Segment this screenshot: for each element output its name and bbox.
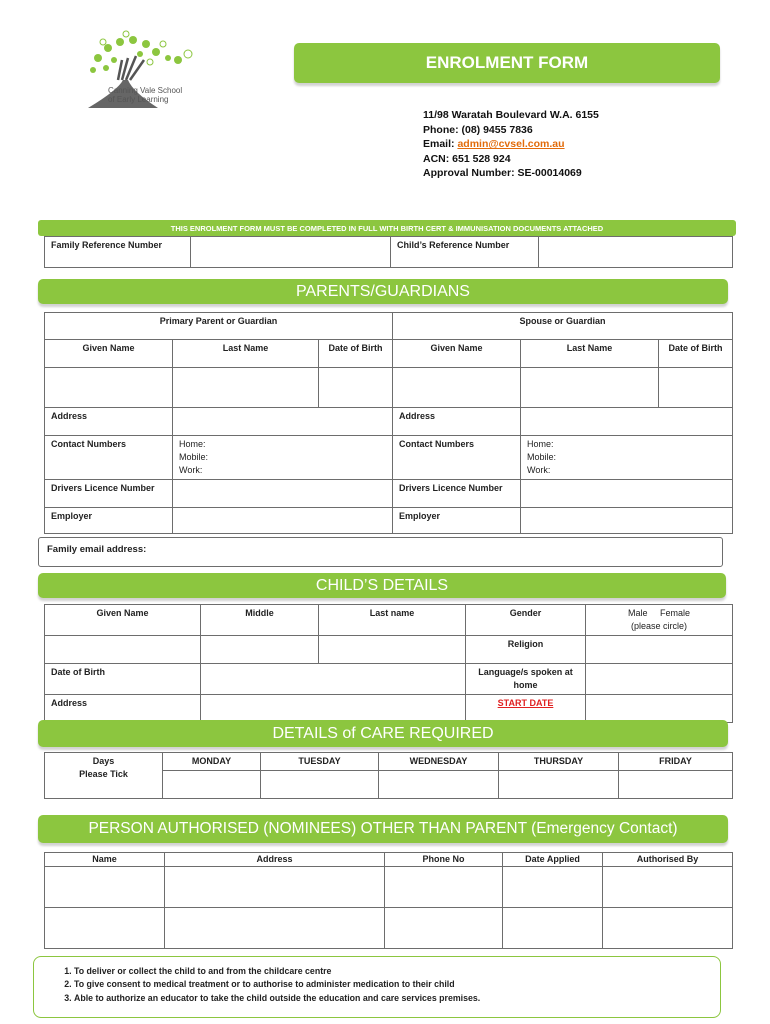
primary-given-name-input[interactable] [45,368,173,408]
days-text: Days [92,756,115,766]
spouse-header: Spouse or Guardian [393,313,733,340]
child-given-name-header: Given Name [45,605,201,636]
child-middle-name-input[interactable] [201,636,319,664]
nominee-date-input[interactable] [503,867,603,908]
primary-given-name-header: Given Name [45,340,173,368]
parents-section-title: PARENTS/GUARDIANS [38,279,728,304]
please-circle-note: (please circle) [630,621,688,631]
acn-line: ACN: 651 528 924 [423,152,511,165]
child-dob-input[interactable] [201,664,466,695]
primary-employer-input[interactable] [173,508,393,534]
nominee-address-input[interactable] [165,908,385,949]
language-label: Language/s spoken at home [466,664,586,695]
table-row [45,908,733,949]
start-date-label [466,695,586,723]
primary-licence-input[interactable] [173,480,393,508]
nominee-date-header: Date Applied [503,853,603,867]
spouse-given-name-header: Given Name [393,340,521,368]
primary-employer-label: Employer [45,508,173,534]
nominee-phone-header: Phone No [385,853,503,867]
reference-table [44,236,733,268]
child-last-name-header: Last name [319,605,466,636]
gender-choice: Male Female [627,608,691,618]
school-logo [78,30,213,118]
primary-licence-label: Drivers Licence Number [45,480,173,508]
nominee-address-header: Address [165,853,385,867]
nominee-name-header: Name [45,853,165,867]
primary-home-label: Home: [179,439,206,449]
address-line: 11/98 Waratah Boulevard W.A. 6155 [423,109,599,121]
thursday-header: THURSDAY [499,753,619,771]
nominee-phone-input[interactable] [385,908,503,949]
form-title: ENROLMENT FORM [294,43,720,83]
primary-address-label: Address [45,408,173,436]
spouse-dob-input[interactable] [659,368,733,408]
spouse-last-name-input[interactable] [521,368,659,408]
gender-label: Gender [466,605,586,636]
child-section-title: CHILD’S DETAILS [38,573,726,598]
child-middle-name-header: Middle [201,605,319,636]
child-ref-label: Child’s Reference Number [391,237,539,268]
gender-options[interactable] [586,605,733,636]
language-input[interactable] [586,664,733,695]
list-item: 2. To give consent to medical treatment or to authorise to administer medication to their child [74,978,706,991]
wednesday-header: WEDNESDAY [379,753,499,771]
child-table [44,604,733,723]
nominee-name-input[interactable] [45,908,165,949]
nominee-authorised-header: Authorised By [603,853,733,867]
nominees-table [44,852,733,949]
table-row [45,867,733,908]
monday-header: MONDAY [163,753,261,771]
family-ref-label: Family Reference Number [45,237,191,268]
spouse-employer-label: Employer [393,508,521,534]
child-address-input[interactable] [201,695,466,723]
nominee-name-input[interactable] [45,867,165,908]
email-label: Email: [423,138,458,151]
friday-header: FRIDAY [619,753,733,771]
religion-label: Religion [466,636,586,664]
notice-banner: THIS ENROLMENT FORM MUST BE COMPLETED IN FULL WITH BIRTH CERT & IMMUNISATION DOCUMENTS ATTACHED [38,220,736,236]
phone-line: Phone: (08) 9455 7836 [423,123,533,136]
child-ref-input[interactable] [539,237,733,268]
primary-mobile-label: Mobile: [179,452,209,462]
list-item: 1. To deliver or collect the child to and from the childcare centre [74,965,706,978]
spouse-licence-input[interactable] [521,480,733,508]
spouse-dob-header: Date of Birth [659,340,733,368]
spouse-last-name-header: Last Name [521,340,659,368]
spouse-mobile-label: Mobile: [527,452,557,462]
primary-address-input[interactable] [173,408,393,436]
approval-line: Approval Number: SE-00014069 [423,167,582,180]
thursday-checkbox[interactable] [499,771,619,799]
religion-input[interactable] [586,636,733,664]
spouse-employer-input[interactable] [521,508,733,534]
spouse-address-label: Address [393,408,521,436]
days-label [45,753,163,799]
spouse-given-name-input[interactable] [393,368,521,408]
spouse-licence-label: Drivers Licence Number [393,480,521,508]
wednesday-checkbox[interactable] [379,771,499,799]
tree-logo-icon [78,30,213,118]
logo-line-2: of Early Learning [108,95,169,104]
email-link[interactable]: admin@cvsel.com.au [457,138,565,151]
primary-contact-label: Contact Numbers [45,436,173,480]
monday-checkbox[interactable] [163,771,261,799]
tuesday-header: TUESDAY [261,753,379,771]
spouse-contact-input[interactable] [521,436,733,480]
family-email-label: Family email address: [47,544,147,555]
nominee-authorised-input[interactable] [603,908,733,949]
nominees-section-title: PERSON AUTHORISED (NOMINEES) OTHER THAN PARENT (Emergency Contact) [38,815,728,843]
nominee-address-input[interactable] [165,867,385,908]
start-date-input[interactable] [586,695,733,723]
start-date-text: START DATE [497,698,554,708]
family-ref-input[interactable] [191,237,391,268]
nominee-phone-input[interactable] [385,867,503,908]
spouse-contact-label: Contact Numbers [393,436,521,480]
spouse-work-label: Work: [527,465,551,475]
logo-text [108,86,182,104]
primary-parent-header: Primary Parent or Guardian [45,313,393,340]
spouse-address-input[interactable] [521,408,733,436]
nominee-date-input[interactable] [503,908,603,949]
nominee-permissions-notes [33,956,721,1018]
contact-details [423,108,599,181]
primary-dob-input[interactable] [319,368,393,408]
child-address-label: Address [45,695,201,723]
child-dob-label: Date of Birth [45,664,201,695]
primary-contact-input[interactable] [173,436,393,480]
email-line [423,137,599,152]
primary-dob-header: Date of Birth [319,340,393,368]
logo-line-1: Canning Vale School [108,86,183,95]
primary-work-label: Work: [179,465,203,475]
primary-last-name-input[interactable] [173,368,319,408]
list-item: 3. Able to authorize an educator to take the child outside the education and care services premises. [74,992,706,1005]
parents-table [44,312,733,534]
primary-last-name-header: Last Name [173,340,319,368]
child-given-name-input[interactable] [45,636,201,664]
please-tick-text: Please Tick [79,769,128,779]
tuesday-checkbox[interactable] [261,771,379,799]
child-last-name-input[interactable] [319,636,466,664]
spouse-home-label: Home: [527,439,554,449]
care-days-table [44,752,733,799]
nominee-authorised-input[interactable] [603,867,733,908]
care-section-title: DETAILS of CARE REQUIRED [38,720,728,747]
friday-checkbox[interactable] [619,771,733,799]
family-email-field[interactable] [38,537,723,567]
